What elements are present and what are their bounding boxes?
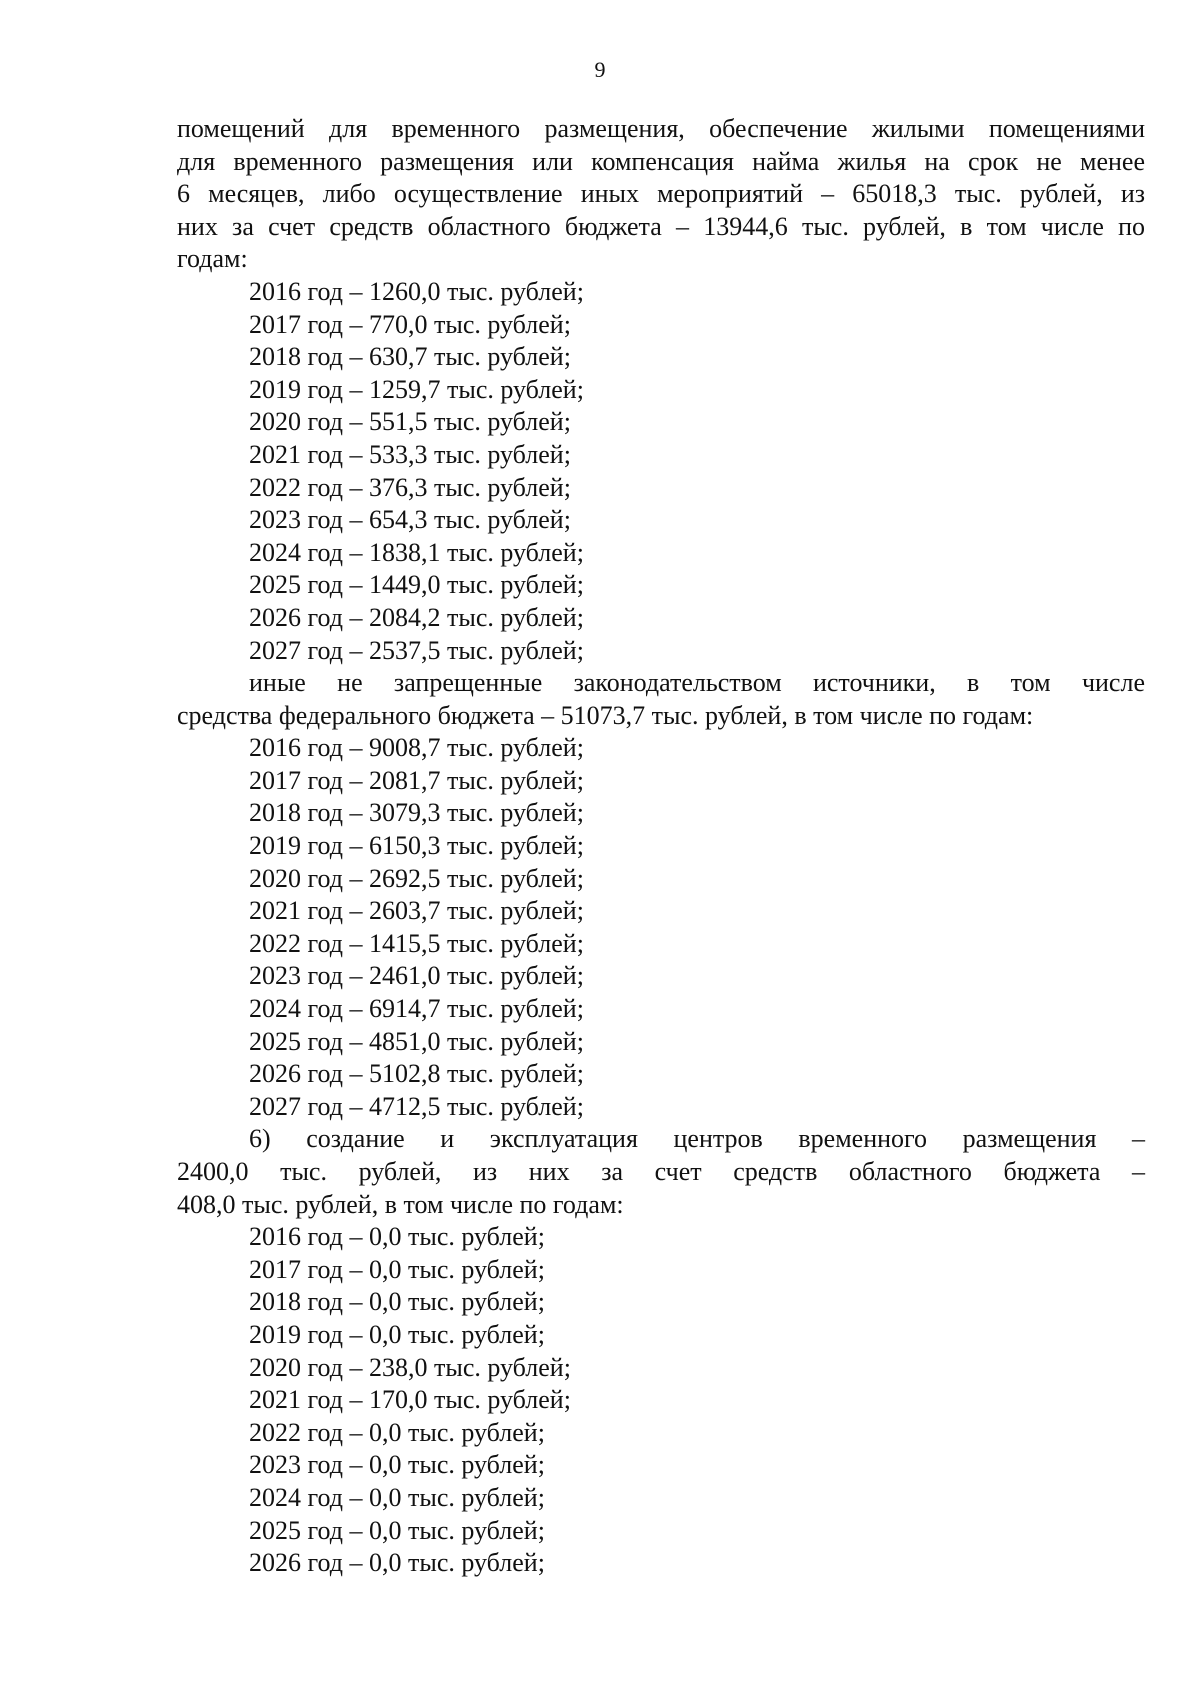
list-item: 2025 год – 1449,0 тыс. рублей; — [249, 570, 584, 600]
list-item: 2022 год – 1415,5 тыс. рублей; — [249, 928, 584, 958]
federal-budget-by-year-list — [177, 732, 1145, 1123]
list-item: 2022 год – 0,0 тыс. рублей; — [249, 1417, 545, 1447]
paragraph-line: 2400,0 тыс. рублей, из них за счет средств областного бюджета – — [177, 1157, 1145, 1186]
list-item: 2019 год – 1259,7 тыс. рублей; — [249, 374, 584, 404]
list-item: 2020 год – 2692,5 тыс. рублей; — [249, 863, 584, 893]
list-item: 2020 год – 551,5 тыс. рублей; — [249, 407, 571, 437]
list-item: 2017 год – 770,0 тыс. рублей; — [249, 309, 571, 339]
list-item: 2024 год – 6914,7 тыс. рублей; — [249, 994, 584, 1024]
paragraph-line: для временного размещения или компенсация найма жилья на срок не менее — [177, 146, 1145, 176]
list-item: 2019 год – 0,0 тыс. рублей; — [249, 1319, 545, 1349]
paragraph-other-sources — [177, 667, 1145, 732]
list-item: 2026 год – 2084,2 тыс. рублей; — [249, 602, 584, 632]
list-item: 2017 год – 2081,7 тыс. рублей; — [249, 765, 584, 795]
list-item: 2016 год – 1260,0 тыс. рублей; — [249, 276, 584, 306]
list-item: 2027 год – 4712,5 тыс. рублей; — [249, 1091, 584, 1121]
list-item: 2025 год – 4851,0 тыс. рублей; — [249, 1026, 584, 1056]
list-item: 2024 год – 1838,1 тыс. рублей; — [249, 537, 584, 567]
document-body — [177, 113, 1145, 1580]
list-item: 2023 год – 2461,0 тыс. рублей; — [249, 961, 584, 991]
paragraph-line: 6) создание и эксплуатация центров временного размещения – — [249, 1124, 1145, 1154]
list-item: 2018 год – 3079,3 тыс. рублей; — [249, 798, 584, 828]
list-item: 2021 год – 533,3 тыс. рублей; — [249, 439, 571, 469]
paragraph-line: 408,0 тыс. рублей, в том числе по годам: — [177, 1189, 624, 1219]
list-item: 2026 год – 5102,8 тыс. рублей; — [249, 1059, 584, 1089]
centers-budget-by-year-list — [177, 1221, 1145, 1580]
list-item: 2027 год – 2537,5 тыс. рублей; — [249, 635, 584, 665]
list-item: 2016 год – 0,0 тыс. рублей; — [249, 1222, 545, 1252]
paragraph-line: средства федерального бюджета – 51073,7 тыс. рублей, в том числе по годам: — [177, 700, 1034, 730]
list-item: 2023 год – 654,3 тыс. рублей; — [249, 505, 571, 535]
list-item: 2021 год – 170,0 тыс. рублей; — [249, 1385, 571, 1415]
list-item: 2026 год – 0,0 тыс. рублей; — [249, 1548, 545, 1578]
list-item: 2023 год – 0,0 тыс. рублей; — [249, 1450, 545, 1480]
page-number: 9 — [594, 57, 606, 82]
list-item: 2018 год – 630,7 тыс. рублей; — [249, 342, 571, 372]
list-item: 2025 год – 0,0 тыс. рублей; — [249, 1515, 545, 1545]
paragraph-centers-temporary-accommodation — [177, 1123, 1145, 1221]
paragraph-line: помещений для временного размещения, обеспечение жилыми помещениями — [177, 114, 1145, 143]
paragraph-line: них за счет средств областного бюджета – 13944,6 тыс. рублей, в том числе по — [177, 211, 1145, 241]
list-item: 2020 год – 238,0 тыс. рублей; — [249, 1352, 571, 1382]
list-item: 2021 год – 2603,7 тыс. рублей; — [249, 896, 584, 926]
list-item: 2024 год – 0,0 тыс. рублей; — [249, 1482, 545, 1512]
paragraph-line: 6 месяцев, либо осуществление иных мероприятий – 65018,3 тыс. рублей, из — [177, 179, 1145, 209]
list-item: 2019 год – 6150,3 тыс. рублей; — [249, 831, 584, 861]
paragraph-line: иные не запрещенные законодательством источники, в том числе — [249, 668, 1145, 698]
paragraph-temporary-housing — [177, 113, 1145, 276]
list-item: 2017 год – 0,0 тыс. рублей; — [249, 1254, 545, 1284]
list-item: 2016 год – 9008,7 тыс. рублей; — [249, 733, 584, 763]
list-item: 2018 год – 0,0 тыс. рублей; — [249, 1287, 545, 1317]
regional-budget-by-year-list — [177, 276, 1145, 667]
list-item: 2022 год – 376,3 тыс. рублей; — [249, 472, 571, 502]
paragraph-line: годам: — [177, 244, 248, 274]
